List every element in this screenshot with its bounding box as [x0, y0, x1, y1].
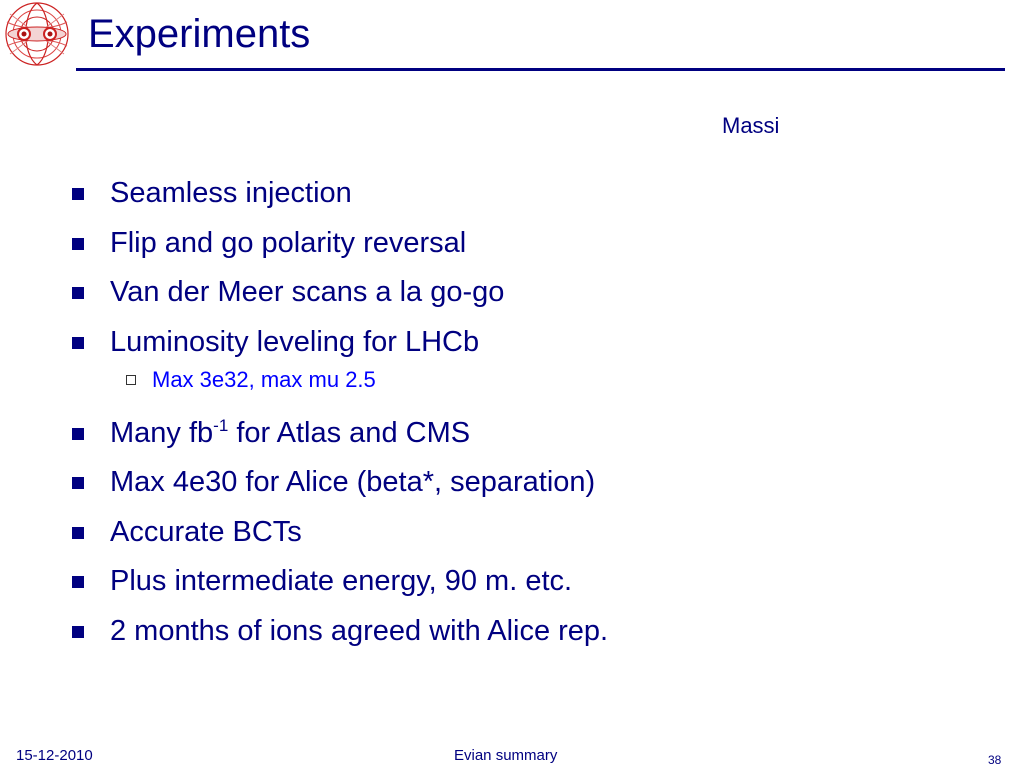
square-bullet-icon: [72, 337, 84, 349]
bullet-text: Luminosity leveling for LHCb: [110, 325, 480, 358]
bullet-text: Flip and go polarity reversal: [110, 226, 467, 259]
bullet-text-main: Many fb: [110, 416, 214, 449]
bullet-text: Accurate BCTs: [110, 515, 302, 548]
footer-date: 15-12-2010: [16, 747, 93, 764]
bullet-text: Seamless injection: [110, 177, 352, 209]
square-bullet-icon: [72, 626, 84, 638]
bullet-text-rest: for Atlas and CMS: [228, 416, 471, 449]
bullet-text: Plus intermediate energy, 90 m. etc.: [110, 565, 573, 597]
author-label: Massi: [722, 113, 780, 138]
bullet-item: [72, 224, 972, 274]
slide-title: Experiments: [88, 12, 311, 56]
sub-bullet-text: Max 3e32, max mu 2.5: [152, 366, 376, 392]
lhc-logo-icon: [2, 0, 72, 68]
bullet-item: [72, 562, 972, 612]
bullet-text: Max 4e30 for Alice (beta*, separation): [110, 466, 596, 498]
square-bullet-icon: [72, 238, 84, 250]
square-bullet-icon: [72, 428, 84, 440]
bullet-item: [72, 513, 972, 563]
page-number: 38: [988, 753, 1002, 767]
title-underline: [76, 68, 1005, 71]
bullet-superscript: -1: [213, 415, 229, 435]
bullet-item: [72, 174, 972, 224]
square-bullet-icon: [72, 527, 84, 539]
bullet-text: Van der Meer scans a la go-go: [110, 276, 505, 308]
square-bullet-icon: [72, 576, 84, 588]
bullet-text: 2 months of ions agreed with Alice rep.: [110, 614, 609, 647]
square-bullet-icon: [72, 477, 84, 489]
footer-title: Evian summary: [454, 747, 558, 764]
bullet-item: [72, 612, 972, 662]
bullet-item: [72, 414, 972, 464]
bullet-list: [72, 174, 972, 661]
bullet-item: [72, 463, 972, 513]
bullet-text: [110, 414, 470, 456]
square-bullet-icon: [72, 287, 84, 299]
bullet-item: [72, 273, 972, 323]
hollow-square-bullet-icon: [126, 375, 136, 385]
bullet-item: [72, 323, 972, 414]
square-bullet-icon: [72, 188, 84, 200]
